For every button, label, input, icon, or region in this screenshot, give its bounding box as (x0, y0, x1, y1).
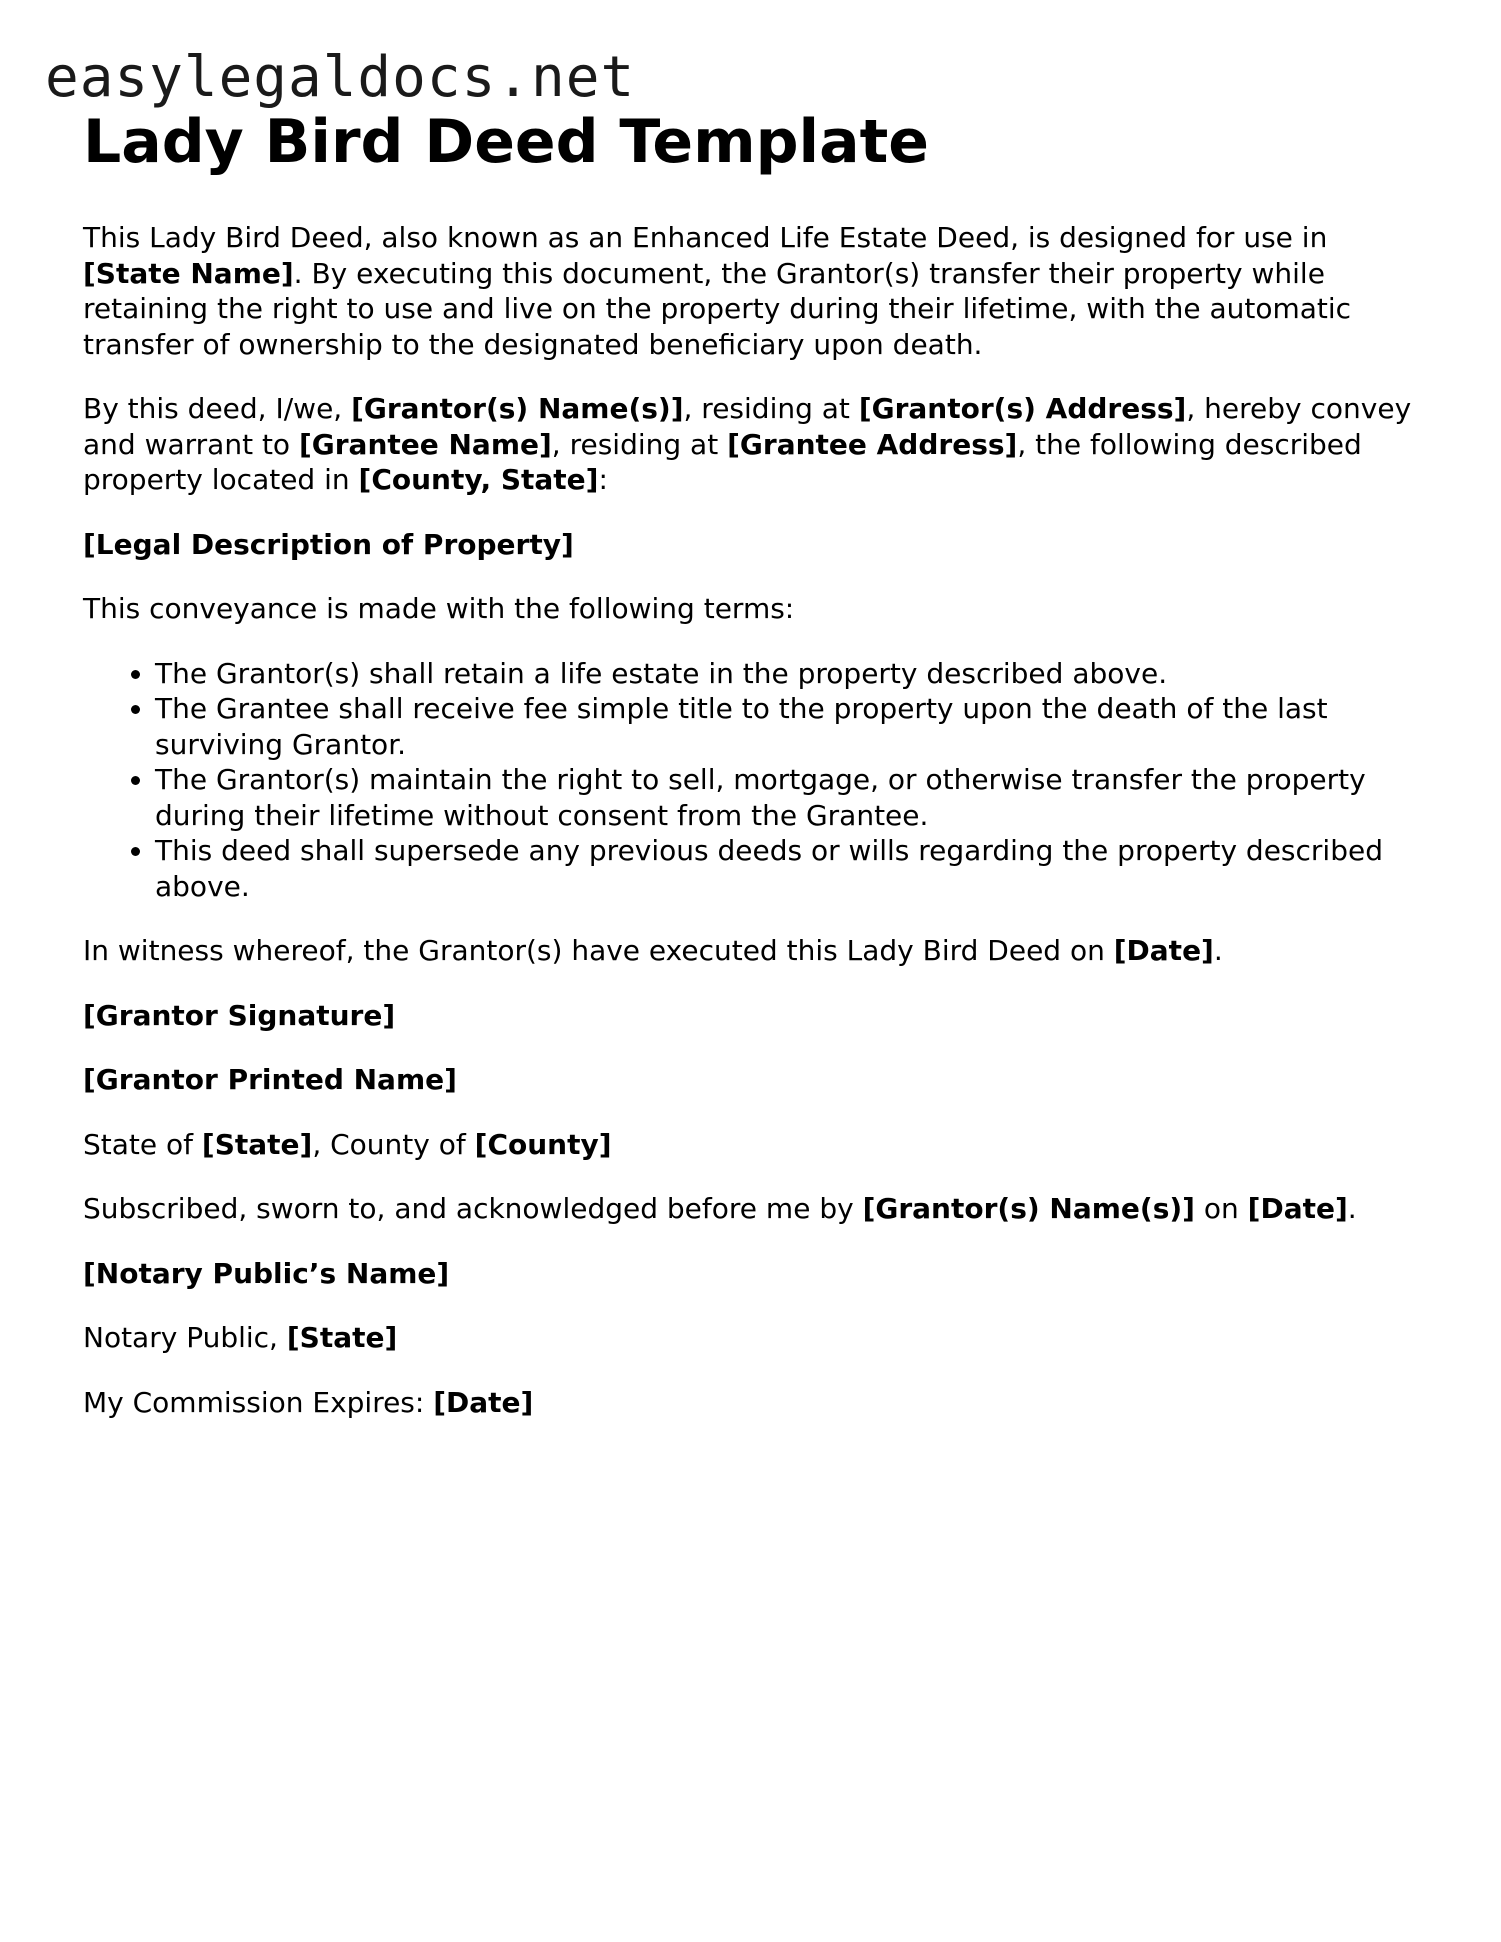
list-item: • The Grantor(s) maintain the right to sell, mortgage, or otherwise transfer the property during their lifetime without consent from the Grantee. (155, 762, 1423, 833)
state-name-placeholder: [State Name] (83, 256, 294, 290)
grantor-signature-placeholder: [Grantor Signature] (83, 998, 396, 1032)
acknowledgment-paragraph: Subscribed, sworn to, and acknowledged before me by [Grantor(s) Name(s)] on [Date]. (83, 1192, 1357, 1225)
watermark-text: easylegaldocs.net (45, 45, 636, 110)
conveyance-paragraph: By this deed, I/we, [Grantor(s) Name(s)], residing at [Grantor(s) Address], hereby convey and warrant to [Grantee Name], residing at [Grantee Address], the following described property located in [County, State]: (83, 392, 1412, 496)
witness-paragraph: In witness whereof, the Grantor(s) have executed this Lady Bird Deed on [Date]. (83, 934, 1223, 967)
legal-description-placeholder: [Legal Description of Property] (83, 527, 574, 561)
county-placeholder: [County] (474, 1127, 612, 1161)
grantor-names-placeholder: [Grantor(s) Name(s)] (862, 1192, 1195, 1225)
grantor-printed-name-placeholder: [Grantor Printed Name] (83, 1063, 457, 1096)
grantor-names-placeholder: [Grantor(s) Name(s)] (351, 392, 684, 425)
state-placeholder: [State] (201, 1127, 313, 1161)
grantee-address-placeholder: [Grantee Address] (727, 427, 1018, 461)
grantee-name-placeholder: [Grantee Name] (298, 427, 552, 461)
list-item: • The Grantee shall receive fee simple title to the property upon the death of the last surviving Grantor. (155, 691, 1423, 762)
terms-intro: This conveyance is made with the following terms: (83, 592, 795, 625)
date-placeholder: [Date] (1247, 1192, 1348, 1225)
county-state-placeholder: [County, State] (358, 463, 599, 496)
document-title: Lady Bird Deed Template (83, 107, 929, 177)
list-item: • This deed shall supersede any previous deeds or wills regarding the property described above. (155, 833, 1423, 904)
state-placeholder: [State] (286, 1321, 398, 1354)
grantor-address-placeholder: [Grantor(s) Address] (858, 392, 1187, 425)
date-placeholder: [Date] (1113, 934, 1214, 967)
list-item: • The Grantor(s) shall retain a life estate in the property described above. (155, 656, 1423, 692)
terms-list (83, 656, 1423, 905)
notary-name-placeholder: [Notary Public’s Name] (83, 1256, 450, 1290)
document-body (83, 104, 1423, 1449)
intro-paragraph: This Lady Bird Deed, also known as an Enhanced Life Estate Deed, is designed for use in [State Name]. By executing this document, the Grantor(s) transfer their property while retaining the right to use and live on the property during their lifetime, with the automatic transfer of ownership to the designated beneficiary upon death. (83, 221, 1352, 361)
date-placeholder: [Date] (433, 1385, 534, 1419)
commission-expiry-line: My Commission Expires: [Date] (83, 1385, 534, 1419)
venue-line: State of [State], County of [County] (83, 1127, 612, 1161)
notary-state-line: Notary Public, [State] (83, 1321, 398, 1354)
